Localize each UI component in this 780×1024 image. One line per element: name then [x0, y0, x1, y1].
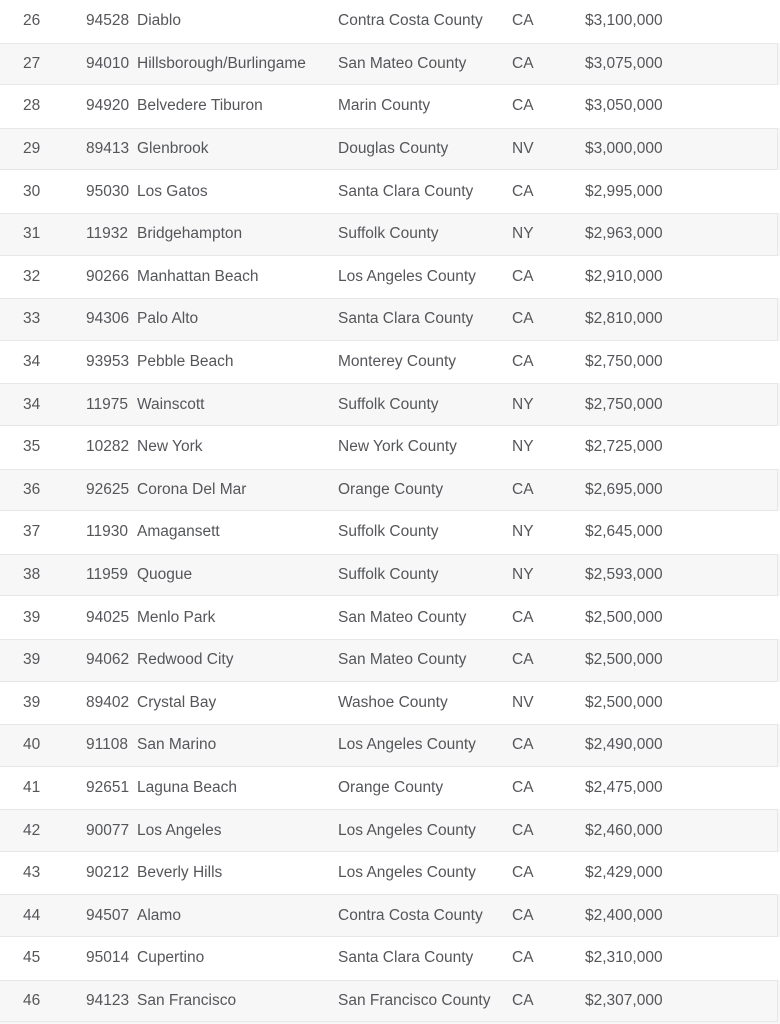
price-cell: $2,500,000 — [585, 651, 663, 669]
state-cell: NY — [512, 225, 534, 243]
city-cell: Crystal Bay — [137, 693, 217, 711]
state-cell: CA — [512, 310, 534, 328]
state-cell: CA — [512, 864, 534, 882]
city-cell: Hillsborough/Burlingame — [137, 54, 306, 72]
table-row — [0, 724, 778, 767]
price-cell: $2,963,000 — [585, 225, 663, 243]
county-cell: San Mateo County — [338, 54, 467, 72]
rank-cell: 38 — [23, 566, 41, 584]
table-row — [0, 170, 780, 213]
table-row — [0, 937, 780, 980]
state-cell: CA — [512, 991, 534, 1009]
state-cell: CA — [512, 736, 534, 754]
rank-cell: 44 — [23, 906, 41, 924]
county-cell: Contra Costa County — [338, 906, 483, 924]
price-cell: $3,050,000 — [585, 97, 663, 115]
table-row — [0, 767, 780, 810]
table-row — [0, 682, 780, 725]
county-cell: Santa Clara County — [338, 310, 474, 328]
price-cell: $2,750,000 — [585, 353, 663, 371]
rank-cell: 39 — [23, 651, 41, 669]
state-cell: CA — [512, 182, 534, 200]
county-cell: San Mateo County — [338, 651, 467, 669]
zip-cell: 89402 — [86, 693, 130, 711]
state-cell: NV — [512, 140, 534, 158]
rank-cell: 26 — [23, 12, 41, 30]
state-cell: NY — [512, 438, 534, 456]
city-cell: Wainscott — [137, 395, 205, 413]
table-row — [0, 980, 778, 1023]
county-cell: Los Angeles County — [338, 736, 476, 754]
state-cell: CA — [512, 353, 534, 371]
table-row — [0, 298, 778, 341]
zip-cell: 10282 — [86, 438, 130, 456]
price-cell: $2,400,000 — [585, 906, 663, 924]
zip-cell: 94528 — [86, 12, 130, 30]
city-cell: Corona Del Mar — [137, 480, 247, 498]
zip-cell: 94062 — [86, 651, 130, 669]
city-cell: Bridgehampton — [137, 225, 243, 243]
table-row — [0, 852, 780, 895]
table-row — [0, 0, 780, 43]
zip-cell: 92625 — [86, 480, 130, 498]
state-cell: CA — [512, 267, 534, 285]
rank-cell: 27 — [23, 54, 41, 72]
table-row — [0, 894, 778, 937]
zip-cell: 90266 — [86, 267, 130, 285]
price-cell: $2,910,000 — [585, 267, 663, 285]
city-cell: Beverly Hills — [137, 864, 223, 882]
rank-cell: 45 — [23, 949, 41, 967]
state-cell: CA — [512, 480, 534, 498]
rank-cell: 29 — [23, 140, 41, 158]
table-row — [0, 596, 780, 639]
zip-cell: 94010 — [86, 54, 130, 72]
city-cell: Glenbrook — [137, 140, 209, 158]
county-cell: Marin County — [338, 97, 431, 115]
state-cell: CA — [512, 906, 534, 924]
county-cell: Suffolk County — [338, 566, 439, 584]
rank-cell: 40 — [23, 736, 41, 754]
price-cell: $2,429,000 — [585, 864, 663, 882]
zip-cell: 92651 — [86, 778, 130, 796]
county-cell: Douglas County — [338, 140, 449, 158]
county-cell: San Mateo County — [338, 608, 467, 626]
county-cell: Suffolk County — [338, 523, 439, 541]
county-cell: New York County — [338, 438, 457, 456]
state-cell: NY — [512, 523, 534, 541]
state-cell: NV — [512, 693, 534, 711]
price-cell: $2,310,000 — [585, 949, 663, 967]
rank-cell: 42 — [23, 821, 41, 839]
price-cell: $3,075,000 — [585, 54, 663, 72]
zip-cell: 11930 — [86, 523, 128, 541]
city-cell: Los Gatos — [137, 182, 208, 200]
price-cell: $2,725,000 — [585, 438, 663, 456]
rank-cell: 43 — [23, 864, 41, 882]
city-cell: Menlo Park — [137, 608, 216, 626]
county-cell: Los Angeles County — [338, 267, 476, 285]
table-row — [0, 554, 778, 597]
rank-cell: 32 — [23, 267, 41, 285]
rank-cell: 33 — [23, 310, 41, 328]
zip-cell: 94306 — [86, 310, 130, 328]
table-row — [0, 426, 780, 469]
city-cell: Alamo — [137, 906, 181, 924]
county-cell: Contra Costa County — [338, 12, 483, 30]
price-cell: $2,593,000 — [585, 566, 663, 584]
rank-cell: 37 — [23, 523, 41, 541]
city-cell: Quogue — [137, 566, 193, 584]
table-row — [0, 341, 780, 384]
price-cell: $2,645,000 — [585, 523, 663, 541]
state-cell: CA — [512, 97, 534, 115]
zip-cell: 89413 — [86, 140, 130, 158]
zip-cell: 94920 — [86, 97, 130, 115]
state-cell: NY — [512, 566, 534, 584]
city-cell: Palo Alto — [137, 310, 199, 328]
rank-cell: 41 — [23, 778, 41, 796]
rank-cell: 39 — [23, 608, 41, 626]
county-cell: Suffolk County — [338, 225, 439, 243]
table-row — [0, 43, 778, 86]
table-row — [0, 511, 780, 554]
zip-cell: 90077 — [86, 821, 130, 839]
table-row — [0, 469, 778, 512]
table-row — [0, 639, 778, 682]
state-cell: CA — [512, 778, 534, 796]
city-cell: Belvedere Tiburon — [137, 97, 263, 115]
county-cell: Washoe County — [338, 693, 448, 711]
rank-cell: 30 — [23, 182, 41, 200]
county-cell: San Francisco County — [338, 991, 491, 1009]
zip-cell: 91108 — [86, 736, 128, 754]
zip-cell: 95030 — [86, 182, 130, 200]
rank-cell: 39 — [23, 693, 41, 711]
rank-cell: 46 — [23, 991, 41, 1009]
rank-cell: 34 — [23, 395, 41, 413]
price-cell: $2,695,000 — [585, 480, 663, 498]
city-cell: Cupertino — [137, 949, 205, 967]
state-cell: CA — [512, 12, 534, 30]
city-cell: Pebble Beach — [137, 353, 234, 371]
rank-cell: 31 — [23, 225, 41, 243]
city-cell: Manhattan Beach — [137, 267, 259, 285]
price-cell: $2,500,000 — [585, 608, 663, 626]
price-cell: $2,995,000 — [585, 182, 663, 200]
price-cell: $3,100,000 — [585, 12, 663, 30]
table-row — [0, 85, 780, 128]
county-cell: Los Angeles County — [338, 821, 476, 839]
zip-cell: 11959 — [86, 566, 128, 584]
city-cell: Diablo — [137, 12, 181, 30]
city-cell: Laguna Beach — [137, 778, 237, 796]
price-cell: $2,500,000 — [585, 693, 663, 711]
county-cell: Santa Clara County — [338, 949, 474, 967]
state-cell: CA — [512, 54, 534, 72]
price-cell: $3,000,000 — [585, 140, 663, 158]
state-cell: CA — [512, 949, 534, 967]
table-row — [0, 809, 778, 852]
city-cell: Redwood City — [137, 651, 234, 669]
zip-cell: 94025 — [86, 608, 130, 626]
county-cell: Suffolk County — [338, 395, 439, 413]
price-cell: $2,810,000 — [585, 310, 663, 328]
state-cell: NY — [512, 395, 534, 413]
city-cell: San Marino — [137, 736, 217, 754]
city-cell: New York — [137, 438, 203, 456]
price-cell: $2,307,000 — [585, 991, 663, 1009]
state-cell: CA — [512, 608, 534, 626]
city-cell: Los Angeles — [137, 821, 222, 839]
price-cell: $2,475,000 — [585, 778, 663, 796]
zip-cell: 94123 — [86, 991, 130, 1009]
county-cell: Orange County — [338, 480, 444, 498]
rank-cell: 28 — [23, 97, 41, 115]
table-row — [0, 128, 778, 171]
zip-cell: 95014 — [86, 949, 130, 967]
county-cell: Orange County — [338, 778, 444, 796]
zip-cell: 93953 — [86, 353, 130, 371]
county-cell: Santa Clara County — [338, 182, 474, 200]
rank-cell: 34 — [23, 353, 41, 371]
city-cell: Amagansett — [137, 523, 220, 541]
table-row — [0, 213, 778, 256]
state-cell: CA — [512, 821, 534, 839]
zip-cell: 11932 — [86, 225, 128, 243]
state-cell: CA — [512, 651, 534, 669]
table-row — [0, 383, 778, 426]
price-cell: $2,460,000 — [585, 821, 663, 839]
zip-cell: 94507 — [86, 906, 130, 924]
rank-cell: 35 — [23, 438, 41, 456]
county-cell: Monterey County — [338, 353, 457, 371]
price-cell: $2,750,000 — [585, 395, 663, 413]
city-cell: San Francisco — [137, 991, 237, 1009]
county-cell: Los Angeles County — [338, 864, 476, 882]
zip-cell: 11975 — [86, 395, 128, 413]
rank-cell: 36 — [23, 480, 41, 498]
table-row — [0, 256, 780, 299]
price-cell: $2,490,000 — [585, 736, 663, 754]
zip-cell: 90212 — [86, 864, 130, 882]
